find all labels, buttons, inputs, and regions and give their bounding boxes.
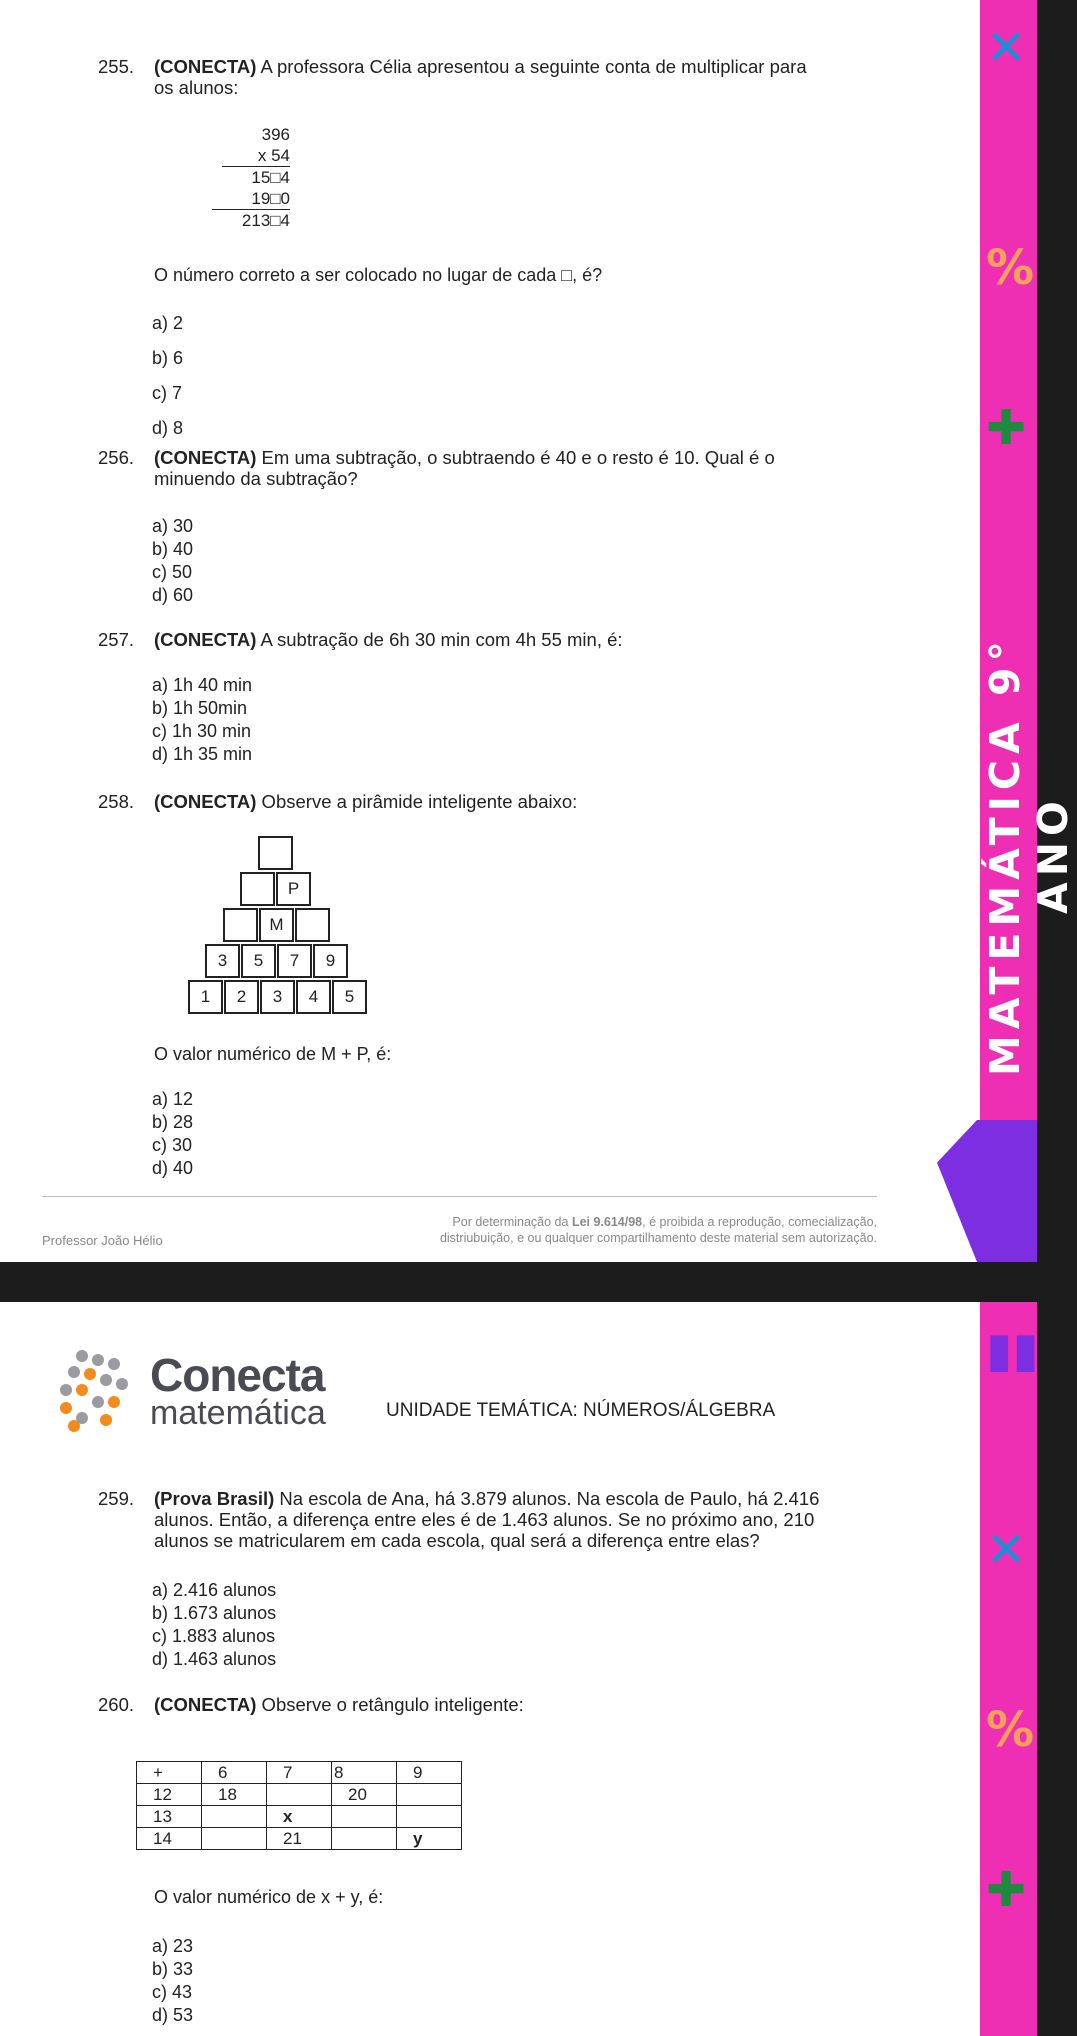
table-row (137, 1806, 462, 1828)
option[interactable]: a) 23 (152, 1936, 194, 1956)
pyramid-cell: 7 (277, 944, 312, 978)
question-text: os alunos: (154, 77, 239, 98)
table-cell: 21 (267, 1828, 332, 1850)
option[interactable]: b) 40 (152, 539, 194, 559)
question-257 (98, 629, 878, 650)
pyramid-cell (258, 836, 293, 870)
table-cell: 18 (202, 1784, 267, 1806)
question-256 (98, 447, 878, 489)
table-cell (397, 1806, 462, 1828)
question-text: alunos se matricularem em cada escola, qual será a diferença entre elas? (154, 1530, 760, 1551)
table-cell: 14 (137, 1828, 202, 1850)
pyramid-cell: 5 (332, 980, 367, 1014)
question-source: (CONECTA) (154, 447, 257, 468)
footer-law: Lei 9.614/98 (571, 1215, 643, 1229)
option[interactable]: d) 8 (152, 418, 184, 438)
pyramid-cell (240, 872, 275, 906)
mult-row: 15□4 (251, 168, 290, 187)
question-text: alunos. Então, a diferença entre eles é de 1.463 alunos. Se no próximo ano, 210 (154, 1509, 815, 1530)
question-number: 259. (98, 1488, 135, 1509)
option[interactable]: a) 2.416 alunos (152, 1580, 277, 1600)
table-cell (332, 1806, 397, 1828)
table-cell: 12 (137, 1784, 202, 1806)
pyramid-cell: 2 (224, 980, 259, 1014)
pyramid-cell (295, 908, 330, 942)
footer-notice-text: Por determinação da (452, 1215, 572, 1229)
table-cell (332, 1828, 397, 1850)
option[interactable]: c) 30 (152, 1135, 193, 1155)
worksheet-page-2 (0, 1302, 1037, 2036)
option[interactable]: b) 28 (152, 1112, 194, 1132)
footer-notice-text: distriubuição, e ou qualquer compartilhamento deste material sem autorização. (439, 1231, 877, 1245)
question-text: Na escola de Ana, há 3.879 alunos. Na escola de Paulo, há 2.416 (274, 1488, 820, 1509)
option[interactable]: a) 12 (152, 1089, 194, 1109)
question-text: Em uma subtração, o subtraendo é 40 e o resto é 10. Qual é o (256, 447, 775, 468)
table-row (137, 1784, 462, 1806)
table-cell: 8 (332, 1762, 397, 1784)
question-260 (98, 1694, 878, 1715)
table-cell (202, 1806, 267, 1828)
option[interactable]: c) 50 (152, 562, 193, 582)
option[interactable]: d) 60 (152, 585, 194, 605)
mult-row: x 54 (222, 145, 290, 167)
table-cell: 13 (137, 1806, 202, 1828)
table-row (137, 1762, 462, 1784)
table-row (137, 1828, 462, 1850)
side-band (980, 1302, 1037, 2036)
logo-subtitle: matemática (150, 1394, 326, 1432)
conecta-logo-icon (52, 1346, 132, 1438)
table-cell (267, 1784, 332, 1806)
question-number: 256. (98, 447, 135, 468)
option[interactable]: b) 6 (152, 348, 184, 368)
options-260 (152, 1935, 193, 2027)
question-source: (Prova Brasil) (154, 1488, 275, 1509)
option[interactable]: a) 30 (152, 516, 194, 536)
option[interactable]: b) 1h 50min (152, 698, 248, 718)
table-cell: 7 (267, 1762, 332, 1784)
option[interactable]: c) 7 (152, 383, 183, 403)
pyramid-cell (223, 908, 258, 942)
question-prompt: O valor numérico de M + P, é: (154, 1044, 392, 1064)
pyramid-cell: 3 (205, 944, 240, 978)
option[interactable]: a) 2 (152, 313, 184, 333)
purple-tab (937, 1120, 1037, 1262)
mult-row: 213□4 (241, 211, 290, 230)
table-cell: 6 (202, 1762, 267, 1784)
table-cell: y (397, 1828, 462, 1850)
option[interactable]: d) 1.463 alunos (152, 1649, 277, 1669)
question-prompt: O número correto a ser colocado no lugar de cada □, é? (154, 265, 603, 285)
pyramid-cell: 3 (260, 980, 295, 1014)
question-number: 258. (98, 791, 135, 812)
decor-percent-icon: % (986, 1702, 1035, 1758)
option[interactable]: d) 1h 35 min (152, 744, 253, 764)
pyramid-cell: 4 (296, 980, 331, 1014)
decor-plus-icon: ✚ (986, 1862, 1027, 1918)
question-text: minuendo da subtração? (154, 468, 358, 489)
footer-author: Professor João Hélio (42, 1233, 163, 1248)
table-cell: + (137, 1762, 202, 1784)
question-text: Observe o retângulo inteligente: (256, 1694, 524, 1715)
option[interactable]: b) 1.673 alunos (152, 1603, 277, 1623)
question-number: 255. (98, 56, 135, 77)
logo-title: Conecta (150, 1349, 325, 1401)
mult-row: 19□0 (212, 188, 290, 210)
options-257 (152, 674, 252, 766)
question-number: 260. (98, 1694, 135, 1715)
table-cell: 20 (332, 1784, 397, 1806)
options-258 (152, 1088, 193, 1180)
options-259 (152, 1579, 276, 1671)
question-source: (CONECTA) (154, 56, 257, 77)
footer-notice (237, 1214, 877, 1246)
pyramid-cell: M (259, 908, 294, 942)
option[interactable]: d) 40 (152, 1158, 194, 1178)
decor-times-icon: ✕ (986, 20, 1027, 76)
option[interactable]: b) 33 (152, 1959, 194, 1979)
question-255 (98, 56, 878, 98)
decor-plus-icon: ✚ (986, 400, 1027, 456)
footer-divider (42, 1196, 877, 1197)
question-prompt: O valor numérico de x + y, é: (154, 1887, 384, 1907)
decor-times-icon: ✕ (986, 1522, 1027, 1578)
table-cell: x (267, 1806, 332, 1828)
table-cell (202, 1828, 267, 1850)
decor-equals-icon: ▮▮ (986, 1322, 1039, 1378)
mult-row: 396 (261, 125, 290, 144)
question-source: (CONECTA) (154, 791, 257, 812)
question-258 (98, 791, 878, 812)
options-256 (152, 515, 193, 607)
options-255 (152, 306, 183, 446)
pyramid-cell: 1 (188, 980, 223, 1014)
option[interactable]: c) 1.883 alunos (152, 1626, 276, 1646)
side-label: MATEMÁTICA 9° ANO (981, 634, 1077, 1076)
question-source: (CONECTA) (154, 629, 257, 650)
option[interactable]: c) 43 (152, 1982, 193, 2002)
footer-notice-text: , é proibida a reprodução, comecialização, (642, 1215, 877, 1229)
question-source: (CONECTA) (154, 1694, 257, 1715)
question-text: Observe a pirâmide inteligente abaixo: (256, 791, 578, 812)
pyramid-cell: 9 (313, 944, 348, 978)
question-259 (98, 1488, 878, 1551)
decor-percent-icon: % (986, 240, 1035, 296)
option[interactable]: d) 53 (152, 2005, 194, 2025)
question-text: A professora Célia apresentou a seguinte conta de multiplicar para (256, 56, 807, 77)
pyramid-cell: 5 (241, 944, 276, 978)
option[interactable]: c) 1h 30 min (152, 721, 252, 741)
option[interactable]: a) 1h 40 min (152, 675, 253, 695)
unit-title: UNIDADE TEMÁTICA: NÚMEROS/ÁLGEBRA (386, 1400, 776, 1421)
question-number: 257. (98, 629, 135, 650)
pyramid-cell: P (276, 872, 311, 906)
smart-rectangle-table (136, 1761, 462, 1850)
table-cell (397, 1784, 462, 1806)
table-cell: 9 (397, 1762, 462, 1784)
question-text: A subtração de 6h 30 min com 4h 55 min, é: (256, 629, 623, 650)
multiplication (222, 124, 290, 231)
